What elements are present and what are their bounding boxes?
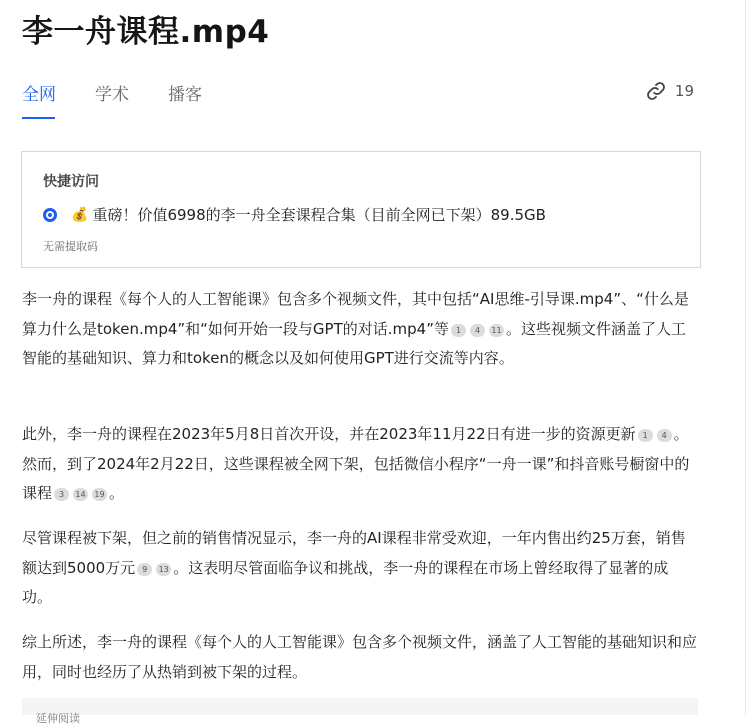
moneybag-icon: 💰 [71,206,89,223]
further-reading-strip [22,698,698,725]
paragraph-text: 综上所述，李一舟的课程《每个人的人工智能课》包含多个视频文件，涵盖了人工智能的基础知识和应用，同时也经历了从热销到被下架的过程。 [22,633,698,681]
citation-badge[interactable]: 19 [92,488,107,501]
answer-paragraph [22,628,697,687]
answer-paragraph [22,420,697,509]
citation-badge[interactable]: 1 [638,429,653,442]
paragraph-text: 此外，李一舟的课程在2023年5月8日首次开设，并在2023年11月22日有进一步的资源更新 [22,425,636,443]
link-icon [645,80,667,102]
quick-access-link[interactable]: 重磅！价值6998的李一舟全套课程合集（目前全网已下架）89.5GB [92,206,546,224]
citation-badge[interactable]: 4 [657,429,672,442]
paragraph-text: 。这表明尽管面临争议和挑战，李一舟的课程在市场上曾经取得了显著的成功。 [22,558,669,606]
right-divider [745,0,746,715]
quick-access-note: 无需提取码 [43,240,98,253]
citation-badge[interactable]: 11 [489,324,504,337]
tab-web[interactable]: 全网 [22,85,56,105]
further-reading-label: 延伸阅读 [36,712,80,725]
sources-button[interactable] [645,80,694,102]
paragraph-text: 尽管课程被下架，但之前的销售情况显示，李一舟的AI课程非常受欢迎，一年内售出约25万套，销售额达到5000万元 [22,529,686,577]
paragraph-text: 。然而，到了2024年2月22日，这些课程被全网下架，包括微信小程序“一舟一课”和抖音账号橱窗中的课程 [22,425,690,502]
answer-paragraph [22,524,697,613]
quick-access-item[interactable] [43,204,546,225]
citation-badge[interactable]: 1 [451,324,466,337]
paragraph-text: 李一舟的课程《每个人的人工智能课》包含多个视频文件，其中包括“AI思维-引导课.mp4”、“什么是算力什么是token.mp4”和“如何开始一段与GPT的对话.mp4”等 [22,290,689,338]
quick-access-heading: 快捷访问 [43,174,99,190]
paragraph-text: 。这些视频文件涵盖了人工智能的基础知识、算力和token的概念以及如何使用GPT进行交流等内容。 [22,319,686,367]
citation-badge[interactable]: 13 [156,563,171,576]
search-scope-tabs [22,80,712,122]
radio-icon[interactable] [43,208,57,222]
tab-academic[interactable]: 学术 [95,85,129,105]
sources-count: 19 [674,82,694,100]
citation-badge[interactable]: 14 [73,488,88,501]
citation-badge[interactable]: 3 [54,488,69,501]
answer-paragraph [22,285,697,374]
page-title: 李一舟课程.mp4 [22,14,270,50]
tab-podcast[interactable]: 播客 [168,85,202,105]
citation-badge[interactable]: 9 [137,563,152,576]
citation-badge[interactable]: 4 [470,324,485,337]
active-tab-underline [22,117,55,119]
quick-access-card [21,151,701,268]
paragraph-text: 。 [109,484,125,502]
